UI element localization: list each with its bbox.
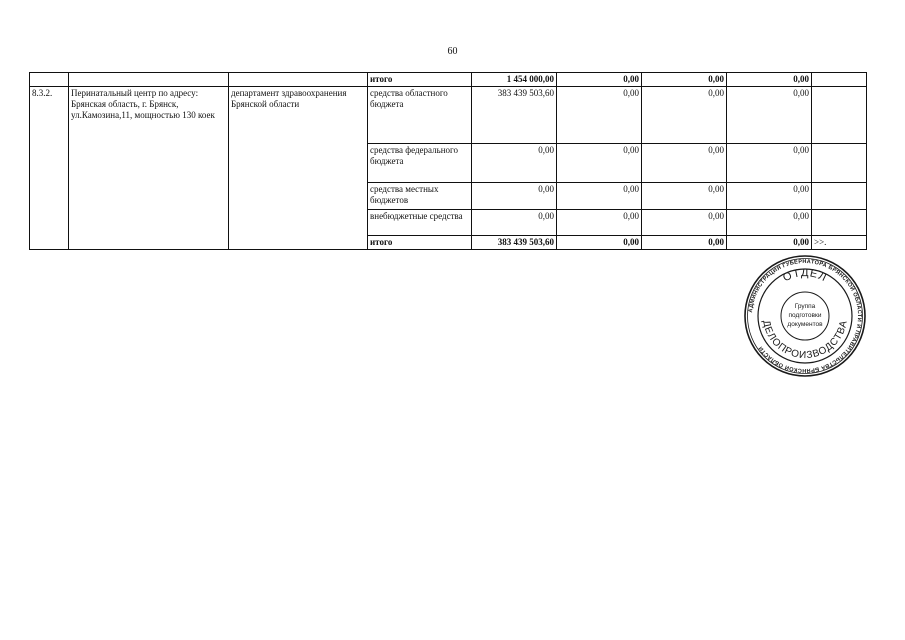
official-stamp bbox=[743, 254, 867, 378]
top-total-empty-object bbox=[69, 73, 229, 87]
row-source: средства федерального бюджета bbox=[368, 144, 472, 183]
row-amount: 0,00 bbox=[472, 144, 557, 183]
row-empty-last bbox=[812, 87, 867, 144]
stamp-center-line-1: Группа bbox=[794, 303, 816, 310]
svg-text:ОТДЕЛ bbox=[781, 267, 829, 284]
row-v2: 0,00 bbox=[557, 87, 642, 144]
top-total-v2: 0,00 bbox=[557, 73, 642, 87]
row-empty-last bbox=[812, 210, 867, 236]
top-total-empty-last bbox=[812, 73, 867, 87]
row-amount: 0,00 bbox=[472, 183, 557, 210]
row-source: внебюджетные средства bbox=[368, 210, 472, 236]
top-total-row bbox=[30, 73, 867, 87]
row-v2: 0,00 bbox=[557, 144, 642, 183]
stamp-center-line-3: документов bbox=[787, 321, 823, 328]
bottom-total-v2: 0,00 bbox=[557, 236, 642, 250]
budget-table bbox=[29, 72, 867, 250]
row-v4: 0,00 bbox=[727, 87, 812, 144]
page-number: 60 bbox=[447, 46, 458, 57]
row-v4: 0,00 bbox=[727, 183, 812, 210]
top-total-label: итого bbox=[368, 73, 472, 87]
row-v3: 0,00 bbox=[642, 210, 727, 236]
top-total-empty-department bbox=[229, 73, 368, 87]
section-department: департамент здравоохранения Брянской области bbox=[229, 87, 368, 250]
top-total-v3: 0,00 bbox=[642, 73, 727, 87]
table-row bbox=[30, 87, 867, 144]
section-object: Перинатальный центр по адресу: Брянская область, г. Брянск, ул.Камозина,11, мощностью 130 коек bbox=[69, 87, 229, 250]
row-v3: 0,00 bbox=[642, 144, 727, 183]
top-total-v4: 0,00 bbox=[727, 73, 812, 87]
stamp-ring-text: АДМИНИСТРАЦИЯ ГУБЕРНАТОРА БРЯНСКОЙ ОБЛАСТИ И ПРАВИТЕЛЬСТВА БРЯНСКОЙ ОБЛАСТИ bbox=[748, 258, 863, 374]
bottom-total-end-mark: >>. bbox=[812, 236, 867, 250]
row-source: средства местных бюджетов bbox=[368, 183, 472, 210]
top-total-amount: 1 454 000,00 bbox=[472, 73, 557, 87]
stamp-arc-top: ОТДЕЛ bbox=[781, 267, 829, 285]
row-v4: 0,00 bbox=[727, 210, 812, 236]
stamp-center-line-2: подготовки bbox=[788, 312, 822, 319]
section-code: 8.3.2. bbox=[30, 87, 69, 250]
row-v3: 0,00 bbox=[642, 183, 727, 210]
bottom-total-v4: 0,00 bbox=[727, 236, 812, 250]
row-empty-last bbox=[812, 183, 867, 210]
row-v3: 0,00 bbox=[642, 87, 727, 144]
stamp-arc-bottom: ДЕЛОПРОИЗВОДСТВА bbox=[760, 319, 850, 362]
row-amount: 0,00 bbox=[472, 210, 557, 236]
row-source: средства областного бюджета bbox=[368, 87, 472, 144]
top-total-empty-code bbox=[30, 73, 69, 87]
bottom-total-amount: 383 439 503,60 bbox=[472, 236, 557, 250]
row-empty-last bbox=[812, 144, 867, 183]
row-amount: 383 439 503,60 bbox=[472, 87, 557, 144]
row-v4: 0,00 bbox=[727, 144, 812, 183]
row-v2: 0,00 bbox=[557, 210, 642, 236]
bottom-total-label: итого bbox=[368, 236, 472, 250]
bottom-total-v3: 0,00 bbox=[642, 236, 727, 250]
row-v2: 0,00 bbox=[557, 183, 642, 210]
